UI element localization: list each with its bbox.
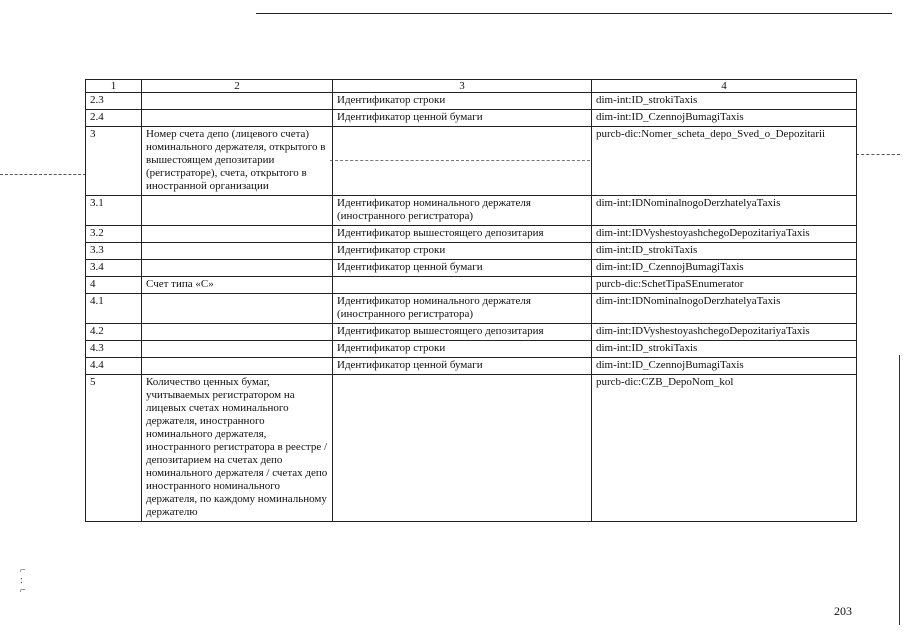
table-cell-col-3: Идентификатор ценной бумаги [333,110,592,127]
table-cell-col-3: Идентификатор ценной бумаги [333,260,592,277]
table-cell-col-2: Счет типа «С» [142,277,333,294]
table-cell-col-4: purcb-dic:Nomer_scheta_depo_Sved_o_Depozitarii [592,127,857,196]
table-cell-col-3 [333,277,592,294]
table-cell-col-4: purcb-dic:SchetTipaSEnumerator [592,277,857,294]
table-cell-col-3 [333,127,592,196]
table-row [86,226,857,243]
table-cell-col-4: dim-int:ID_strokiTaxis [592,341,857,358]
table-cell-col-1: 3.1 [86,196,142,226]
table-cell-col-3: Идентификатор номинального держателя (иностранного регистратора) [333,196,592,226]
table-row [86,196,857,226]
table-row [86,110,857,127]
table-cell-col-3: Идентификатор строки [333,243,592,260]
table-cell-col-4: dim-int:IDNominalnogoDerzhatelyaTaxis [592,294,857,324]
table-cell-col-2 [142,294,333,324]
table-row [86,243,857,260]
table-cell-col-3: Идентификатор номинального держателя (иностранного регистратора) [333,294,592,324]
table-cell-col-2 [142,260,333,277]
table-cell-col-4: dim-int:ID_CzennojBumagiTaxis [592,358,857,375]
table-cell-col-2 [142,226,333,243]
table-cell-col-2 [142,93,333,110]
table-cell-col-1: 3.2 [86,226,142,243]
table-cell-col-4: dim-int:IDVyshestoyashchegoDepozitariyaTaxis [592,324,857,341]
table-cell-col-4: dim-int:IDVyshestoyashchegoDepozitariyaTaxis [592,226,857,243]
table-cell-col-1: 2.3 [86,93,142,110]
table-row [86,127,857,196]
table-cell-col-2 [142,341,333,358]
table-cell-col-4: dim-int:ID_strokiTaxis [592,243,857,260]
table-row [86,93,857,110]
table-cell-col-1: 4.2 [86,324,142,341]
table-cell-col-1: 3.3 [86,243,142,260]
table-cell-col-1: 3.4 [86,260,142,277]
table-cell-col-1: 3 [86,127,142,196]
table-cell-col-2: Номер счета депо (лицевого счета) номинального держателя, открытого в вышестоящем депозитарии (регистраторе), счета, открытого в иностранной организации [142,127,333,196]
table-cell-col-1: 4.1 [86,294,142,324]
header-cell-2: 2 [142,80,333,93]
table-cell-col-4: dim-int:ID_CzennojBumagiTaxis [592,110,857,127]
table-cell-col-4: dim-int:ID_CzennojBumagiTaxis [592,260,857,277]
table-cell-col-1: 5 [86,375,142,522]
table-row [86,341,857,358]
table-cell-col-4: dim-int:IDNominalnogoDerzhatelyaTaxis [592,196,857,226]
table-row [86,277,857,294]
top-rule [256,13,892,14]
table-cell-col-3: Идентификатор строки [333,341,592,358]
header-cell-3: 3 [333,80,592,93]
table-cell-col-3 [333,375,592,522]
table-cell-col-4: purcb-dic:CZB_DepoNom_kol [592,375,857,522]
margin-marks: ⌐ : ⌐ [20,565,26,596]
table-cell-col-2 [142,196,333,226]
header-cell-4: 4 [592,80,857,93]
scan-dash-left [0,174,86,175]
table-cell-col-3: Идентификатор ценной бумаги [333,358,592,375]
page-number: 203 [834,604,852,618]
table-cell-col-1: 4.3 [86,341,142,358]
table-row [86,375,857,522]
table-cell-col-3: Идентификатор вышестоящего депозитария [333,226,592,243]
table-header-row [86,80,857,93]
table-cell-col-1: 2.4 [86,110,142,127]
data-table [85,79,857,522]
table-cell-col-2: Количество ценных бумаг, учитываемых регистратором на лицевых счетах номинального держателя, иностранного номинального держателя, иностранного регистратора в реестре / депозитарием на счетах депо номинального держателя / счетах депо иностранного номинального держателя, по каждому номинальному держателю [142,375,333,522]
table-cell-col-4: dim-int:ID_strokiTaxis [592,93,857,110]
table-row [86,294,857,324]
table-cell-col-2 [142,110,333,127]
table-cell-col-1: 4.4 [86,358,142,375]
table-cell-col-3: Идентификатор строки [333,93,592,110]
table-cell-col-1: 4 [86,277,142,294]
table-row [86,324,857,341]
table-row [86,358,857,375]
scan-dash-right [856,154,900,155]
scan-edge-line [899,355,900,625]
table-row [86,260,857,277]
table-cell-col-2 [142,243,333,260]
table-body [86,80,857,522]
table-cell-col-2 [142,358,333,375]
table-cell-col-2 [142,324,333,341]
header-cell-1: 1 [86,80,142,93]
table-cell-col-3: Идентификатор вышестоящего депозитария [333,324,592,341]
